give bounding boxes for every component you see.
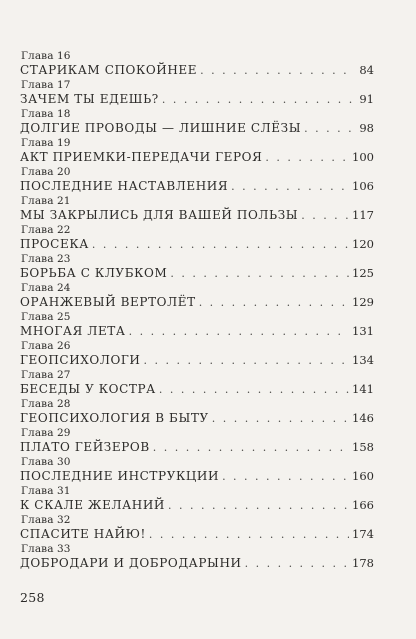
toc-line [20, 178, 374, 195]
dot-leader [222, 468, 349, 485]
chapter-page-number: 98 [359, 121, 374, 135]
chapter-label: Глава 29 [21, 427, 71, 439]
chapter-label: Глава 26 [21, 340, 71, 352]
toc-entry [20, 311, 374, 340]
toc-line [20, 526, 374, 543]
toc-line [20, 149, 374, 166]
dot-leader [153, 439, 349, 456]
toc-line [20, 207, 374, 224]
chapter-page-number: 166 [352, 498, 374, 512]
chapter-page-number: 117 [352, 208, 374, 222]
chapter-page-number: 91 [359, 92, 374, 106]
toc-entry [20, 282, 374, 311]
dot-leader [200, 62, 355, 79]
chapter-title: ОРАНЖЕВЫЙ ВЕРТОЛЁТ [20, 295, 196, 309]
chapter-page-number: 146 [352, 411, 374, 425]
toc-entry [20, 195, 374, 224]
chapter-label: Глава 23 [21, 253, 71, 265]
chapter-title: БОРЬБА С КЛУБКОМ [20, 266, 168, 280]
toc-entry [20, 79, 374, 108]
toc-entry [20, 108, 374, 137]
chapter-page-number: 160 [352, 469, 374, 483]
toc-line [20, 120, 374, 137]
toc-line [20, 352, 374, 369]
toc-line [20, 91, 374, 108]
chapter-title: МЫ ЗАКРЫЛИСЬ ДЛЯ ВАШЕЙ ПОЛЬЗЫ [20, 208, 299, 222]
chapter-label: Глава 31 [21, 485, 71, 497]
dot-leader [159, 381, 349, 398]
chapter-page-number: 174 [352, 527, 374, 541]
chapter-page-number: 120 [352, 237, 374, 251]
chapter-page-number: 178 [352, 556, 374, 570]
toc-entry [20, 340, 374, 369]
dot-leader [144, 352, 350, 369]
chapter-title: БЕСЕДЫ У КОСТРА [20, 382, 156, 396]
chapter-label: Глава 18 [21, 108, 71, 120]
toc-entry [20, 398, 374, 427]
chapter-label: Глава 22 [21, 224, 71, 236]
chapter-title: ПОСЛЕДНИЕ НАСТАВЛЕНИЯ [20, 179, 229, 193]
toc-line [20, 294, 374, 311]
chapter-title: ГЕОПСИХОЛОГИ [20, 353, 141, 367]
chapter-title: АКТ ПРИЕМКИ-ПЕРЕДАЧИ ГЕРОЯ [20, 150, 263, 164]
dot-leader [162, 91, 355, 108]
dot-leader [170, 265, 349, 282]
chapter-title: ПЛАТО ГЕЙЗЕРОВ [20, 440, 150, 454]
chapter-title: СПАСИТЕ НАЙЮ! [20, 527, 146, 541]
chapter-page-number: 84 [359, 63, 374, 77]
toc-entry [20, 514, 374, 543]
chapter-title: ПРОСЕКА [20, 237, 89, 251]
dot-leader [265, 149, 349, 166]
toc-line [20, 323, 374, 340]
chapter-page-number: 134 [352, 353, 374, 367]
toc-entry [20, 369, 374, 398]
toc-line [20, 265, 374, 282]
toc-entry [20, 456, 374, 485]
chapter-page-number: 129 [352, 295, 374, 309]
chapter-title: СТАРИКАМ СПОКОЙНЕЕ [20, 63, 198, 77]
toc-entry [20, 543, 374, 572]
toc-line [20, 410, 374, 427]
dot-leader [199, 294, 349, 311]
chapter-label: Глава 24 [21, 282, 71, 294]
chapter-title: МНОГАЯ ЛЕТА [20, 324, 126, 338]
dot-leader [231, 178, 349, 195]
toc-line [20, 468, 374, 485]
chapter-page-number: 158 [352, 440, 374, 454]
toc-line [20, 439, 374, 456]
toc-entry [20, 253, 374, 282]
chapter-title: ДОЛГИЕ ПРОВОДЫ — ЛИШНИЕ СЛЁЗЫ [20, 121, 302, 135]
chapter-label: Глава 33 [21, 543, 71, 555]
chapter-page-number: 106 [352, 179, 374, 193]
page-number: 258 [20, 590, 45, 605]
toc-entry [20, 485, 374, 514]
chapter-label: Глава 16 [21, 50, 71, 62]
toc-entry [20, 50, 374, 79]
dot-leader [129, 323, 349, 340]
chapter-label: Глава 19 [21, 137, 71, 149]
toc-line [20, 497, 374, 514]
toc-line [20, 555, 374, 572]
chapter-page-number: 131 [352, 324, 374, 338]
dot-leader [92, 236, 349, 253]
toc-entry [20, 166, 374, 195]
toc-entry [20, 427, 374, 456]
chapter-label: Глава 20 [21, 166, 71, 178]
chapter-title: ГЕОПСИХОЛОГИЯ В БЫТУ [20, 411, 209, 425]
chapter-page-number: 125 [352, 266, 374, 280]
chapter-page-number: 141 [352, 382, 374, 396]
dot-leader [212, 410, 349, 427]
toc-entry [20, 137, 374, 166]
toc-line [20, 381, 374, 398]
toc-line [20, 236, 374, 253]
chapter-label: Глава 17 [21, 79, 71, 91]
chapter-label: Глава 21 [21, 195, 71, 207]
chapter-title: ЗАЧЕМ ТЫ ЕДЕШЬ? [20, 92, 159, 106]
dot-leader [149, 526, 349, 543]
dot-leader [245, 555, 349, 572]
table-of-contents [20, 50, 374, 572]
chapter-title: ПОСЛЕДНИЕ ИНСТРУКЦИИ [20, 469, 220, 483]
toc-entry [20, 224, 374, 253]
dot-leader [301, 207, 349, 224]
toc-line [20, 62, 374, 79]
chapter-label: Глава 30 [21, 456, 71, 468]
dot-leader [168, 497, 349, 514]
chapter-title: ДОБРОДАРИ И ДОБРОДАРЫНИ [20, 556, 242, 570]
chapter-page-number: 100 [352, 150, 374, 164]
chapter-title: К СКАЛЕ ЖЕЛАНИЙ [20, 498, 165, 512]
chapter-label: Глава 32 [21, 514, 71, 526]
chapter-label: Глава 25 [21, 311, 71, 323]
chapter-label: Глава 28 [21, 398, 71, 410]
chapter-label: Глава 27 [21, 369, 71, 381]
dot-leader [304, 120, 355, 137]
